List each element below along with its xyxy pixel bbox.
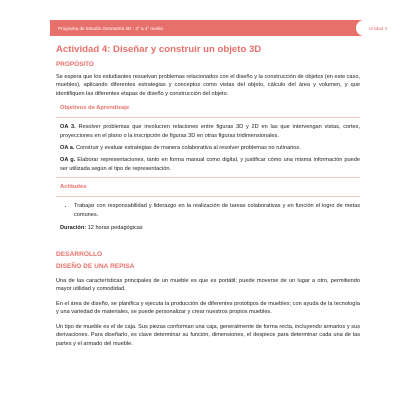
objectives-heading: Objetivos de Aprendizaje — [60, 105, 130, 112]
attitudes-list — [56, 202, 360, 219]
objective-code: OA g. — [60, 157, 76, 164]
attitude-item: • Trabajar con responsabilidad y liderazgo en la realización de tareas colaborativas y en función el logro de metas comunes. — [74, 202, 360, 219]
duration — [60, 224, 360, 232]
duration-value: 12 horas pedagógicas — [87, 225, 143, 232]
objective-text: Elaborar representaciones, tanto en forma manual como digital, y justificar cómo una misma información puede ser utilizada según el tipo de representación. — [60, 157, 360, 172]
activity-title: Actividad 4: Diseñar y construir un objeto 3D — [56, 44, 262, 55]
unit-badge: Unidad 4 — [356, 20, 400, 36]
divider — [56, 177, 360, 178]
duration-label: Duración: — [60, 225, 87, 232]
objective-item — [60, 156, 360, 173]
development-paragraph: Un tipo de mueble es el de caja. Sus piezas conforman una caja, generalmente de forma recta, incluyendo armarios y sus derivaciones. Para diseñarlo, es clave determinar su función, dimensiones, el despiece para determinar cada una de las partes y el armado del mueble. — [56, 323, 360, 347]
purpose-text: Se espera que los estudiantes resuelvan problemas relacionados con el diseño y la construcción de objetos (en este caso, muebles), aplicando diferentes estrategias y conceptos como vistas del objeto, cálculo del área y volumen, y que identifiquen las diferentes etapas de diseño y construcción del objeto. — [56, 74, 360, 97]
attitudes-heading: Actitudes — [60, 184, 87, 191]
development-subtitle: DISEÑO DE UNA REPISA — [56, 263, 135, 271]
purpose-heading: PROPÓSITO — [56, 61, 94, 68]
objective-item — [60, 123, 360, 140]
development-paragraph: En el área de diseño, se planifica y ejecuta la producción de diferentes prototipos de muebles; con ayuda de la tecnología y una variedad de materiales, se puede personalizar y crear nuestros propios muebles. — [56, 300, 360, 316]
divider — [56, 196, 360, 197]
objective-item — [60, 144, 360, 152]
objective-code: OA 3. — [60, 124, 76, 131]
header-bar — [50, 20, 400, 36]
development-heading: DESARROLLO — [56, 251, 103, 259]
document-content — [56, 44, 360, 354]
program-title: Programa de Estudio Geometría 3D - 3° a 4° medio — [58, 25, 164, 31]
objective-text: Resolver problemas que involucren relaciones entre figuras 3D y 2D en las que intervengan vistas, cortes, proyecciones en el plano o la inscripción de figuras 3D en otras figuras tridimensionales. — [60, 124, 360, 139]
development-paragraph: Una de las características principales de un mueble es que es portátil; puede moverse de un lugar a otro, permitiendo mayor utilidad y comodidad. — [56, 278, 360, 293]
divider — [56, 117, 360, 118]
objective-text: Construir y evaluar estrategias de manera colaborativa al resolver problemas no rutinarios. — [75, 145, 301, 152]
objective-code: OA a. — [60, 145, 75, 152]
